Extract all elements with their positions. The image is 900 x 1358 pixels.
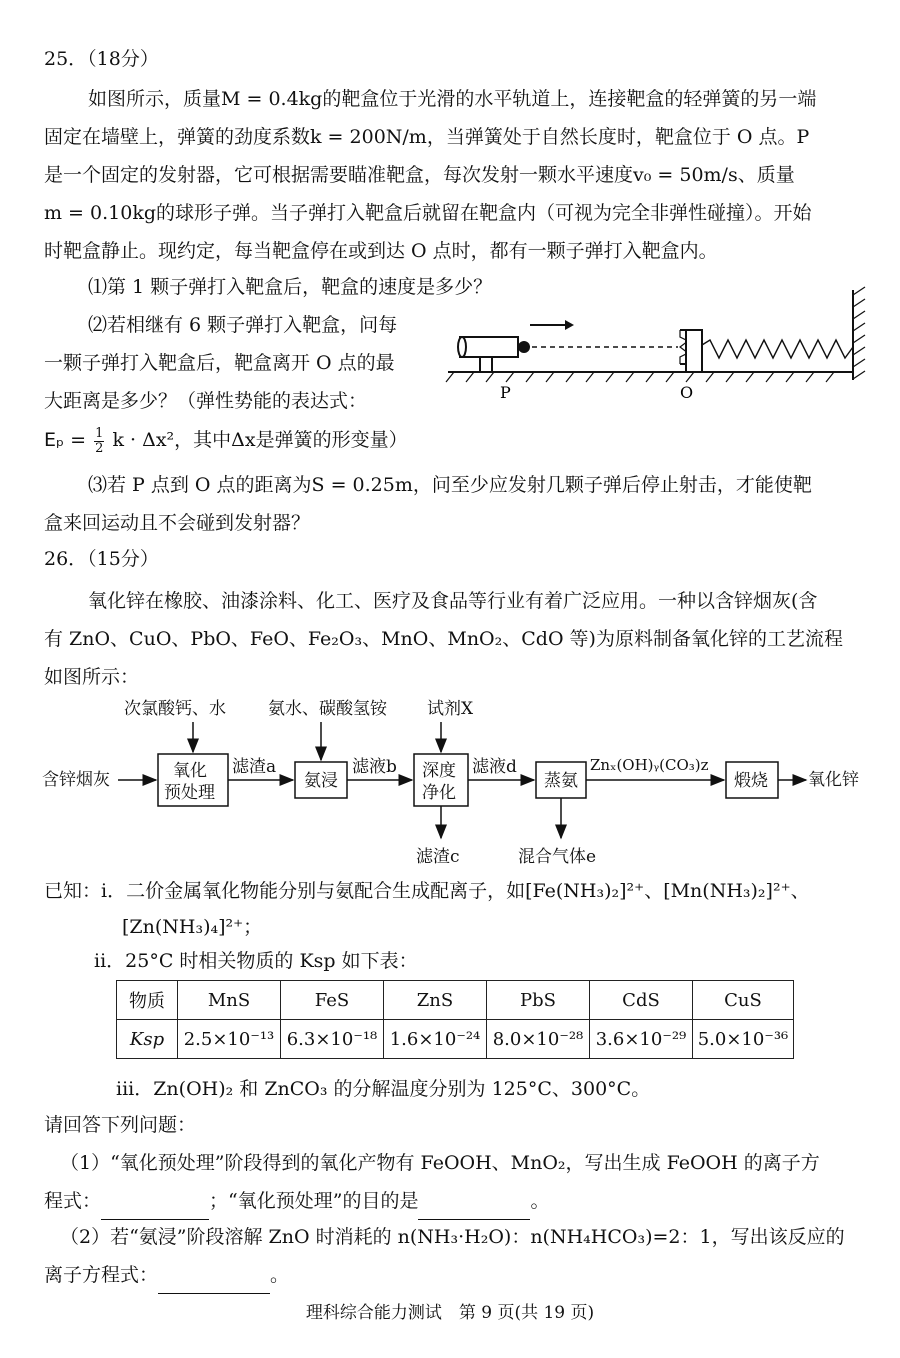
ksp-header-row bbox=[117, 981, 794, 1020]
table-cell: 5.0×10⁻³⁶ bbox=[693, 1020, 794, 1059]
q25-header: 25．（18分） bbox=[44, 48, 159, 70]
arrow-label-zinc-carbonate: Znₓ(OH)ᵧ(CO₃)z bbox=[590, 756, 709, 774]
known-ii: ii．25°C 时相关物质的 Ksp 如下表： bbox=[94, 950, 418, 972]
box-calcination: 煅烧 bbox=[734, 771, 768, 791]
q25-intro-line-2: 固定在墙壁上，弹簧的劲度系数k = 200N/m，当弹簧处于自然长度时，靶盒位于 O 点。P bbox=[44, 126, 810, 148]
reagent-1: 次氯酸钙、水 bbox=[124, 699, 226, 719]
fraction-denominator: 2 bbox=[95, 440, 104, 456]
label-o: O bbox=[680, 383, 694, 402]
q25-sub2-line-1: ⑵若相继有 6 颗子弹打入靶盒，问每 bbox=[88, 314, 398, 336]
process-flow-diagram bbox=[40, 692, 880, 872]
q25-formula bbox=[44, 421, 434, 459]
arrow-label-filtrate-d: 滤液d bbox=[472, 757, 517, 777]
answer-prompt: 请回答下列问题： bbox=[44, 1114, 197, 1136]
q25-intro-line-1: 如图所示，质量M = 0.4kg的靶盒位于光滑的水平轨道上，连接靶盒的轻弹簧的另一端 bbox=[88, 88, 817, 110]
q26-part2-label: 离子方程式： bbox=[44, 1264, 159, 1286]
table-header-cell: ZnS bbox=[384, 981, 487, 1020]
label-p: P bbox=[500, 383, 511, 402]
q26-part1-line-2 bbox=[44, 1182, 859, 1220]
formula-rhs: k · Δx²，其中Δx是弹簧的形变量） bbox=[112, 429, 408, 451]
output-gas-e: 混合气体e bbox=[518, 847, 597, 867]
q26-intro-line-1: 氧化锌在橡胶、油漆涂料、化工、医疗及食品等行业有着广泛应用。一种以含锌烟灰(含 bbox=[88, 590, 818, 612]
q25-intro-line-5: 时靶盒静止。现约定，每当靶盒停在或到达 O 点时，都有一颗子弹打入靶盒内。 bbox=[44, 240, 718, 262]
answer-blank[interactable] bbox=[418, 1199, 530, 1220]
q25-sub2-line-3: 大距离是多少？（弹性势能的表达式： bbox=[44, 390, 368, 412]
table-cell: 6.3×10⁻¹⁸ bbox=[281, 1020, 384, 1059]
table-header-label: 物质 bbox=[117, 981, 178, 1020]
table-cell: 2.5×10⁻¹³ bbox=[178, 1020, 281, 1059]
flow-input: 含锌烟灰 bbox=[42, 770, 110, 790]
formula-lhs: Eₚ = bbox=[44, 429, 87, 451]
q26-part1-purpose: ；“氧化预处理”的目的是 bbox=[209, 1190, 419, 1212]
output-residue-c: 滤渣c bbox=[416, 847, 460, 867]
q26-part2-line-2 bbox=[44, 1256, 859, 1294]
flow-output: 氧化锌 bbox=[808, 770, 859, 790]
period: 。 bbox=[270, 1264, 290, 1286]
q25-sub2-line-2: 一颗子弹打入靶盒后，靶盒离开 O 点的最 bbox=[44, 352, 395, 374]
box-ammonia-distill: 蒸氨 bbox=[544, 771, 578, 791]
box-purification-line-2: 净化 bbox=[422, 783, 456, 803]
box-oxidation-line-2: 预处理 bbox=[164, 783, 215, 803]
box-purification-line-1: 深度 bbox=[422, 761, 456, 781]
q26-intro-line-2: 有 ZnO、CuO、PbO、FeO、Fe₂O₃、MnO、MnO₂、CdO 等)为原料制备氧化锌的工艺流程 bbox=[44, 628, 843, 650]
table-header-cell: PbS bbox=[487, 981, 590, 1020]
q25-intro-line-4: m = 0.10kg的球形子弹。当子弹打入靶盒后就留在靶盒内（可视为完全非弹性碰撞）。开始 bbox=[44, 202, 812, 224]
table-cell: 8.0×10⁻²⁸ bbox=[487, 1020, 590, 1059]
known-iii: iii．Zn(OH)₂ 和 ZnCO₃ 的分解温度分别为 125°C、300°C。 bbox=[116, 1078, 651, 1100]
table-row-label: Ksp bbox=[117, 1020, 178, 1059]
q26-part1-label: 程式： bbox=[44, 1190, 102, 1212]
page-footer: 理科综合能力测试 第 9 页(共 19 页) bbox=[305, 1303, 595, 1323]
table-cell: 1.6×10⁻²⁴ bbox=[384, 1020, 487, 1059]
ksp-table bbox=[116, 980, 794, 1059]
table-header-cell: CdS bbox=[590, 981, 693, 1020]
fraction-numerator: 1 bbox=[95, 425, 104, 441]
q25-sub1: ⑴第 1 颗子弹打入靶盒后，靶盒的速度是多少？ bbox=[88, 276, 493, 298]
q26-intro-line-3: 如图所示： bbox=[44, 666, 140, 688]
reagent-2: 氨水、碳酸氢铵 bbox=[268, 699, 387, 719]
arrow-label-filtrate-b: 滤液b bbox=[352, 757, 397, 777]
box-ammonia-leach: 氨浸 bbox=[304, 771, 338, 791]
q26-header: 26．（15分） bbox=[44, 548, 159, 570]
table-header-cell: FeS bbox=[281, 981, 384, 1020]
answer-blank[interactable] bbox=[158, 1273, 270, 1294]
period: 。 bbox=[530, 1190, 550, 1212]
q25-sub3-line-2: 盒来回运动且不会碰到发射器？ bbox=[44, 512, 311, 534]
reagent-3: 试剂X bbox=[427, 699, 474, 719]
table-cell: 3.6×10⁻²⁹ bbox=[590, 1020, 693, 1059]
ksp-value-row bbox=[117, 1020, 794, 1059]
q25-intro-line-3: 是一个固定的发射器，它可根据需要瞄准靶盒，每次发射一颗水平速度v₀ = 50m/s、质量 bbox=[44, 164, 795, 186]
known-i-line-1: 已知：i．二价金属氧化物能分别与氨配合生成配离子，如[Fe(NH₃)₂]²⁺、[Mn(NH₃)₂]²⁺、 bbox=[44, 880, 810, 902]
target-box-diagram bbox=[440, 285, 870, 405]
table-header-cell: CuS bbox=[693, 981, 794, 1020]
q25-sub3-line-1: ⑶若 P 点到 O 点的距离为S = 0.25m，问至少应发射几颗子弹后停止射击，才能使靶 bbox=[88, 474, 812, 496]
q26-part2-line-1: （2）若“氨浸”阶段溶解 ZnO 时消耗的 n(NH₃·H₂O)：n(NH₄HCO₃)=2：1，写出该反应的 bbox=[60, 1226, 845, 1248]
arrow-label-residue-a: 滤渣a bbox=[232, 757, 277, 777]
table-header-cell: MnS bbox=[178, 981, 281, 1020]
known-i-line-2: [Zn(NH₃)₄]²⁺； bbox=[122, 916, 263, 938]
formula-fraction bbox=[94, 427, 104, 456]
box-oxidation-line-1: 氧化 bbox=[173, 761, 207, 781]
q26-part1-line-1: （1）“氧化预处理”阶段得到的氧化产物有 FeOOH、MnO₂，写出生成 FeOOH 的离子方 bbox=[60, 1152, 820, 1174]
answer-blank[interactable] bbox=[101, 1199, 209, 1220]
